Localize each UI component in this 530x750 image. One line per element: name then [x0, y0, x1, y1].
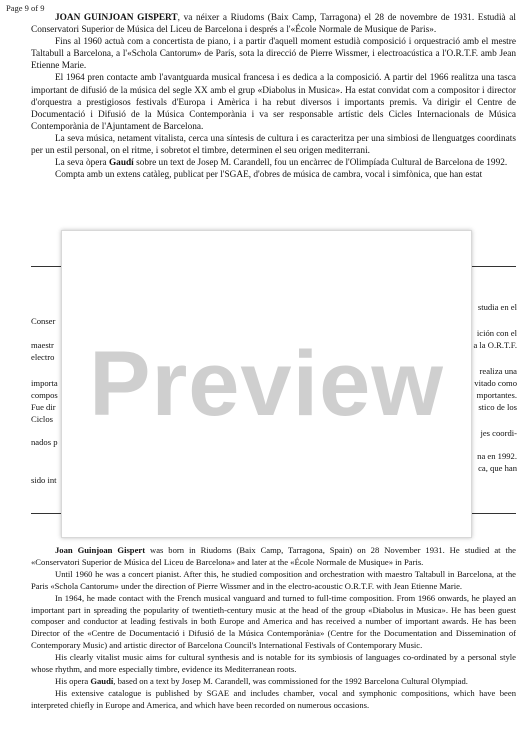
text-fragment: importa	[31, 378, 58, 388]
preview-watermark-label: Preview	[89, 332, 444, 435]
text-fragment: vitado como	[474, 378, 517, 388]
catalan-paragraph-6: Compta amb un extens catàleg, publicat per l'SGAE, d'obres de música de cambra, vocal i simfònica, que han estat	[55, 170, 483, 181]
english-paragraph-3: In 1964, he made contact with the French musical vanguard and turned to full-time composition. From 1966 onwards, he played an important part in spreading the popularity of twentieth-century music at the head of the group «Diabolus in Musica». He has been guest composer and conductor at leading festivals in both Europe and America and has received a number of important awards. He has been Director of the «Centre de Documentació i Difusió de la Música Contemporània» (Centre for the Documentation and Dissemination of Contemporary Music) and artistic director of Barcelona Council's International Festivals of Contemporary Music.	[31, 592, 516, 651]
catalan-paragraph-3: El 1964 pren contacte amb l'avantguarda musical francesa i es dedica a la composició. A partir del 1966 realitza una tasca important de difusió de la música del segle XX amb el grup «Diabolus in Musica». Ha estat convidat com a compositor i director d'orquestra a prestigiosos festivals d'Europa i Amèrica i ha rebut diversos i importants premis. Va dirigir el Centre de Documentació i Difusió de la Música Contemporània i va ser responsable artístic dels Cicles Internacionals de Música Contemporània de l'Ajuntament de Barcelona.	[31, 73, 516, 132]
text-fragment: ición con el	[476, 328, 517, 338]
text-fragment: Ciclos	[31, 414, 53, 424]
section-divider-left	[31, 513, 61, 514]
text-fragment: jes coordi-	[480, 428, 517, 438]
text-fragment: Fue dir	[31, 402, 56, 412]
text-fragment: stico de los	[478, 402, 517, 412]
text-fragment: na en 1992.	[477, 451, 517, 461]
english-paragraph-1-text: was born in Riudoms (Baix Camp, Tarragona, Spain) on 28 November 1931. He studied at the «Conservatori Superior de Música del Liceu de Barcelona» and later at the «École Normale de Musique» in Paris.	[31, 545, 516, 567]
english-paragraph-4: His clearly vitalist music aims for cultural synthesis and is notable for its symbiosis of languages co-ordinated by a personal style whose rhythm, and more especially timbre, evidence its Mediterranean roots.	[31, 652, 516, 675]
english-paragraph-1	[31, 545, 516, 569]
catalan-paragraph-5-pre: La seva òpera	[55, 158, 109, 169]
page-number-label: Page 9 of 9	[6, 3, 45, 13]
english-paragraph-2: Until 1960 he was a concert pianist. After this, he studied composition and orchestration with maestro Taltabull in Barcelona, at the Paris «Schola Cantorum» under the direction of Pierre Wissmer and in the electro-acoustic O.R.T.F. with Jean Etienne Marie.	[31, 568, 516, 591]
section-divider-right	[470, 513, 516, 514]
catalan-paragraph-5-post: sobre un text de Josep M. Carandell, fou un encàrrec de l'Olimpíada Cultural de Barcelona de 1992.	[133, 158, 508, 169]
opera-title: Gaudí	[108, 158, 134, 169]
text-fragment: maestr	[31, 340, 54, 350]
text-fragment: studia en el	[477, 302, 517, 312]
catalan-paragraph-1	[31, 12, 516, 36]
text-fragment: sido int	[31, 475, 57, 485]
composer-name: JOAN GUINJOAN GISPERT	[55, 13, 178, 23]
english-biography	[31, 545, 516, 712]
english-paragraph-5-pre: His opera	[55, 675, 91, 686]
preview-watermark-overlay	[61, 230, 472, 538]
english-paragraph-6: His extensive catalogue is published by SGAE and includes chamber, vocal and symphonic compositions, which have been interpreted chiefly in Europe and America, and which have been recorded on numerous occasions.	[31, 687, 516, 710]
section-divider-left	[31, 266, 61, 267]
composer-name-english: Joan Guinjoan Gispert	[55, 545, 146, 555]
text-fragment: ca, que han	[478, 463, 517, 473]
catalan-biography	[31, 12, 516, 181]
opera-title-english: Gaudí	[90, 675, 114, 686]
catalan-paragraph-2: Fins al 1960 actuà com a concertista de piano, i a partir d'aquell moment estudià composició i orquestració amb el mestre Taltabull a Barcelona, a l'«Schola Cantorum» de París, sota la direcció de Pierre Wissmer, i electroacústica a l'O.R.T.F. amb Jean Etienne Marie.	[31, 37, 516, 72]
text-fragment: realiza una	[479, 366, 517, 376]
text-fragment: Conser	[31, 316, 56, 326]
catalan-paragraph-4: La seva música, netament vitalista, cerca una síntesis de cultura i es caracteritza per una simbiosi de llenguatges coordinats per un estil personal, on el ritme, i sobretot el timbre, determinen el seu origen mediterrani.	[31, 133, 516, 157]
catalan-paragraph-1-text: , va néixer a Riudoms (Baix Camp, Tarragona) el 28 de novembre de 1931. Estudià al Conservatori Superior de Música del Liceu de Barcelona i després a l'«École Normale de Musique de Paris».	[31, 13, 516, 36]
text-fragment: a la O.R.T.F.	[473, 340, 517, 350]
section-divider-right	[470, 266, 516, 267]
text-fragment: compos	[31, 390, 58, 400]
text-fragment: mportantes.	[476, 390, 517, 400]
text-fragment: nados p	[31, 437, 58, 447]
english-paragraph-5-post: , based on a text by Josep M. Carandell, was commissioned for the 1992 Barcelona Cultural Olympiad.	[113, 675, 468, 686]
english-paragraph-5	[31, 676, 516, 688]
catalan-paragraph-5	[31, 157, 516, 169]
text-fragment: electro	[31, 352, 55, 362]
